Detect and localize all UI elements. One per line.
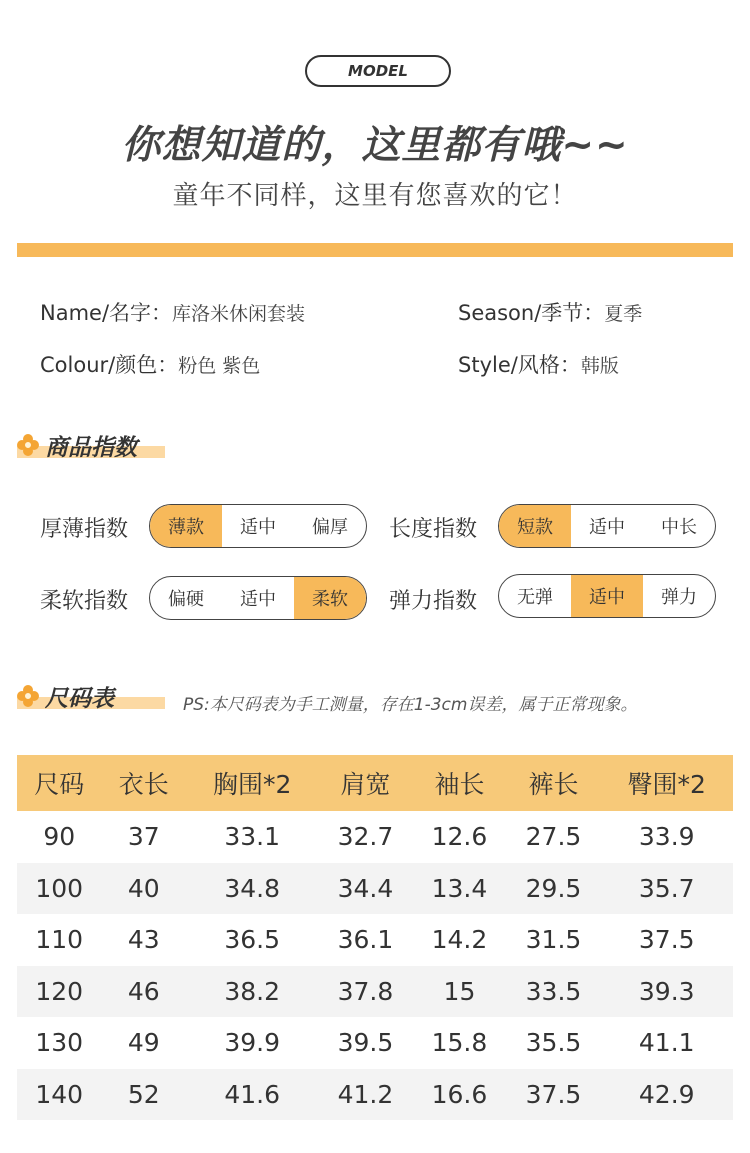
table-cell: 37.5 xyxy=(506,1069,600,1121)
table-cell: 14.2 xyxy=(431,925,488,955)
table-cell: 49 xyxy=(127,1028,160,1058)
page-subheadline: 童年不同样，这里有您喜欢的它！ xyxy=(172,181,578,211)
table-row xyxy=(17,811,733,863)
info-season-label: Season/季节： xyxy=(458,301,605,325)
elasticity-label: 弹力指数 xyxy=(389,589,478,614)
table-row xyxy=(17,966,733,1018)
table-cell: 39.3 xyxy=(601,966,734,1018)
length-option-mid-long[interactable]: 中长 xyxy=(661,517,697,538)
softness-option-soft[interactable]: 柔软 xyxy=(294,577,366,619)
thickness-selector xyxy=(149,504,367,548)
table-cell: 37.8 xyxy=(318,966,412,1018)
softness-option-medium[interactable]: 适中 xyxy=(240,589,276,610)
info-colour-label: Colour/颜色： xyxy=(40,353,179,377)
table-cell: 38.2 xyxy=(186,966,318,1018)
table-cell: 43 xyxy=(127,925,160,955)
table-cell: 42.9 xyxy=(601,1069,734,1121)
table-row xyxy=(17,914,733,966)
table-cell: 46 xyxy=(101,966,185,1018)
elasticity-selector xyxy=(498,574,716,618)
table-cell: 29.5 xyxy=(506,863,600,915)
info-colour-value: 粉色 紫色 xyxy=(178,355,261,377)
col-header-sleeve: 袖长 xyxy=(412,755,506,811)
col-header-length: 衣长 xyxy=(101,755,185,811)
table-row xyxy=(17,1069,733,1121)
softness-option-hard[interactable]: 偏硬 xyxy=(168,589,204,610)
col-header-pants-length: 裤长 xyxy=(506,755,600,811)
col-header-chest: 胸围*2 xyxy=(186,755,318,811)
section-title-size-chart xyxy=(17,683,167,712)
thickness-label: 厚薄指数 xyxy=(40,517,129,542)
thickness-option-medium[interactable]: 适中 xyxy=(240,517,276,538)
size-table xyxy=(17,755,733,1120)
table-cell: 39.9 xyxy=(224,1028,281,1058)
info-style-value: 韩版 xyxy=(580,355,619,377)
section-title-text: 商品指数 xyxy=(45,434,137,461)
elasticity-option-stretch[interactable]: 弹力 xyxy=(661,587,697,608)
flower-icon xyxy=(17,434,39,456)
table-cell: 41.2 xyxy=(318,1069,412,1121)
info-season-value: 夏季 xyxy=(604,303,643,325)
softness-label: 柔软指数 xyxy=(40,589,129,614)
table-cell: 31.5 xyxy=(525,925,582,955)
table-cell: 35.7 xyxy=(601,863,734,915)
divider-bar xyxy=(17,243,733,257)
info-name-label: Name/名字： xyxy=(40,301,173,325)
table-cell: 35.5 xyxy=(525,1028,582,1058)
softness-selector xyxy=(149,576,367,620)
length-selector xyxy=(498,504,716,548)
info-season xyxy=(458,297,642,327)
elasticity-option-none[interactable]: 无弹 xyxy=(517,587,553,608)
length-option-short[interactable]: 短款 xyxy=(499,505,571,547)
table-cell: 90 xyxy=(43,822,76,852)
info-colour xyxy=(40,349,260,379)
info-name-value: 库洛米休闲套装 xyxy=(172,303,306,325)
section-title-product-index xyxy=(17,432,167,461)
table-cell: 120 xyxy=(17,966,101,1018)
table-cell: 140 xyxy=(17,1069,101,1121)
size-chart-note: PS:本尺码表为手工测量，存在1-3cm误差，属于正常现象。 xyxy=(183,695,638,715)
col-header-size: 尺码 xyxy=(17,755,101,811)
table-cell: 40 xyxy=(101,863,185,915)
table-cell: 15 xyxy=(412,966,506,1018)
col-header-hip: 臀围*2 xyxy=(601,755,734,811)
table-row xyxy=(17,1017,733,1069)
info-name xyxy=(40,297,305,327)
table-cell: 37 xyxy=(127,822,160,852)
length-label: 长度指数 xyxy=(389,517,478,542)
table-cell: 33.1 xyxy=(224,822,281,852)
info-style xyxy=(458,349,619,379)
table-cell: 33.5 xyxy=(506,966,600,1018)
table-cell: 32.7 xyxy=(337,822,394,852)
table-cell: 33.9 xyxy=(638,822,695,852)
flower-icon xyxy=(17,685,39,707)
table-cell: 100 xyxy=(17,863,101,915)
info-style-label: Style/风格： xyxy=(458,353,581,377)
page-headline: 你想知道的，这里都有哦~~ xyxy=(121,123,629,168)
elasticity-option-medium[interactable]: 适中 xyxy=(571,575,643,617)
table-cell: 34.8 xyxy=(186,863,318,915)
table-cell: 39.5 xyxy=(337,1028,394,1058)
table-cell: 34.4 xyxy=(318,863,412,915)
thickness-option-thick[interactable]: 偏厚 xyxy=(312,517,348,538)
thickness-option-thin[interactable]: 薄款 xyxy=(150,505,222,547)
table-cell: 41.1 xyxy=(638,1028,695,1058)
table-cell: 41.6 xyxy=(186,1069,318,1121)
table-cell: 12.6 xyxy=(431,822,488,852)
table-cell: 37.5 xyxy=(638,925,695,955)
table-cell: 36.5 xyxy=(224,925,281,955)
table-cell: 16.6 xyxy=(412,1069,506,1121)
table-cell: 36.1 xyxy=(337,925,394,955)
table-cell: 52 xyxy=(101,1069,185,1121)
length-option-medium[interactable]: 适中 xyxy=(589,517,625,538)
col-header-shoulder: 肩宽 xyxy=(318,755,412,811)
table-row xyxy=(17,863,733,915)
size-table-header xyxy=(17,755,733,811)
table-cell: 13.4 xyxy=(412,863,506,915)
table-cell: 27.5 xyxy=(525,822,582,852)
table-cell: 15.8 xyxy=(431,1028,488,1058)
table-cell: 110 xyxy=(35,925,84,955)
section-title-text: 尺码表 xyxy=(45,685,114,712)
table-cell: 130 xyxy=(35,1028,84,1058)
model-badge: MODEL xyxy=(305,55,451,87)
